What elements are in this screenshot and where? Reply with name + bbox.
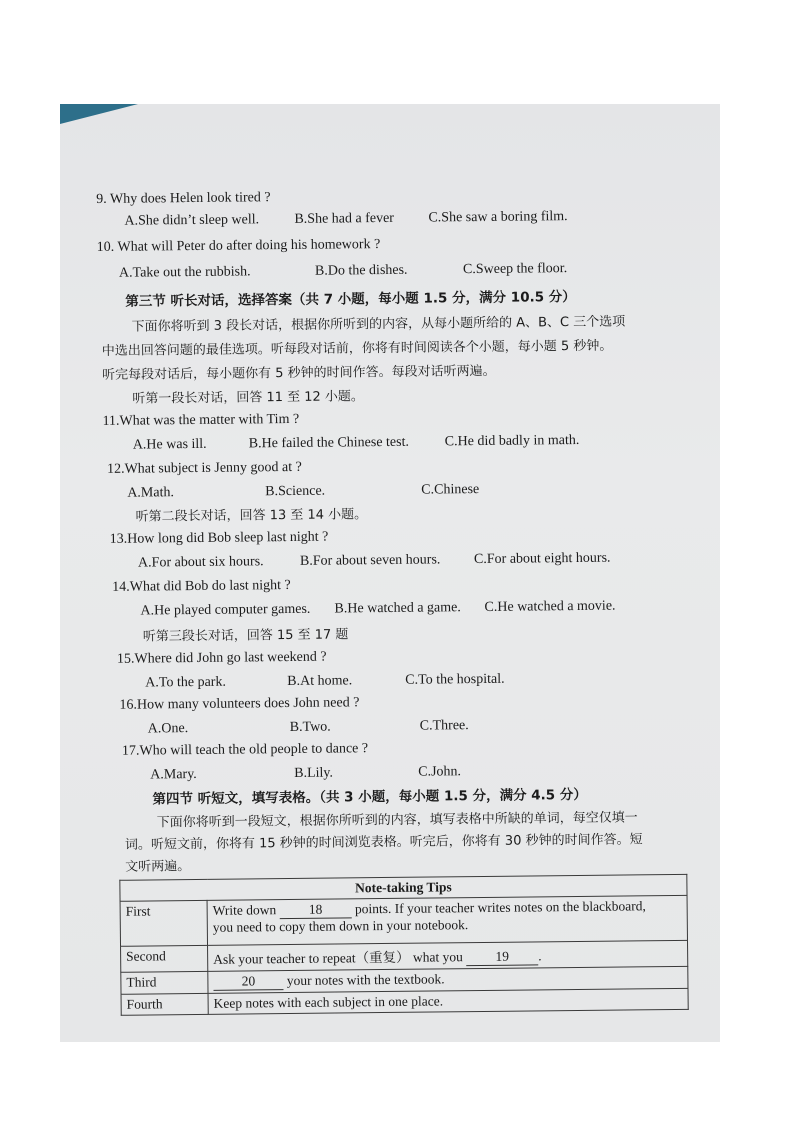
q15-option-a: A.To the park. [145, 674, 227, 691]
row-label: First [120, 900, 207, 946]
q10-option-a: A.Take out the rubbish. [118, 264, 251, 281]
row-text-after: . [538, 948, 542, 964]
q15-option-c: C.To the hospital. [405, 671, 505, 688]
answer-blank-20[interactable]: 20 [213, 973, 283, 991]
section-3-title: 第三节 听长对话，选择答案（共 7 小题，每小题 1.5 分，满分 10.5 分） [125, 288, 576, 310]
q14-option-a: A.He played computer games. [140, 601, 311, 619]
q13-option-a: A.For about six hours. [137, 554, 264, 571]
q16-option-a: A.One. [147, 721, 189, 737]
q12-option-a: A.Math. [127, 485, 175, 501]
q9-option-c: C.She saw a boring film. [428, 209, 568, 226]
dialogue-2-instruction: 听第二段长对话，回答 13 至 14 小题。 [135, 507, 368, 525]
section-4-title: 第四节 听短文，填写表格。（共 3 小题，每小题 1.5 分，满分 4.5 分） [152, 786, 587, 808]
question-9: 9. Why does Helen look tired ? [96, 190, 271, 207]
row-text-before: Ask your teacher to repeat（重复） what you [213, 949, 463, 967]
question-11: 11.What was the matter with Tim ? [102, 411, 300, 429]
row-label: Fourth [121, 993, 208, 1015]
section-4-instruction-line-2: 词。听短文前，你将有 15 秒钟的时间浏览表格。听完后，你将有 30 秒钟的时间作答。短 [124, 832, 643, 853]
question-10: 10. What will Peter do after doing his homework ? [96, 237, 381, 255]
q10-option-b: B.Do the dishes. [314, 262, 408, 279]
q17-option-b: B.Lily. [294, 765, 334, 781]
q9-option-b: B.She had a fever [294, 210, 395, 227]
question-17: 17.Who will teach the old people to dance ? [121, 741, 369, 759]
row-text-before: Keep notes with each subject in one place. [213, 993, 444, 1011]
q17-option-c: C.John. [418, 764, 462, 780]
section-3-instruction-line-2: 中选出回答问题的最佳选项。听每段对话前，你将有时间阅读各个小题，每小题 5 秒钟。 [101, 338, 613, 359]
answer-blank-18[interactable]: 18 [280, 901, 352, 919]
question-13: 13.How long did Bob sleep last night ? [109, 529, 329, 547]
answer-blank-19[interactable]: 19 [466, 948, 538, 966]
blue-corner-decoration [60, 104, 138, 124]
section-3-instruction-line-3: 听完每段对话后，每小题你有 5 秒钟的时间作答。每段对话听两遍。 [101, 363, 496, 383]
question-15: 15.Where did John go last weekend ? [116, 649, 327, 667]
note-taking-tips-table [119, 874, 688, 1016]
q9-option-a: A.She didn’t sleep well. [124, 212, 260, 229]
row-content [208, 988, 688, 1014]
bleed-through-text [510, 190, 513, 205]
q12-option-c: C.Chinese [421, 482, 480, 498]
q11-option-c: C.He did badly in math. [444, 432, 580, 450]
q14-option-c: C.He watched a movie. [484, 598, 616, 615]
row-text-before: Write down [212, 902, 277, 918]
q13-option-b: B.For about seven hours. [299, 552, 441, 569]
row-text-after: your notes with the textbook. [286, 971, 445, 989]
q16-option-b: B.Two. [289, 719, 331, 736]
q11-option-a: A.He was ill. [132, 436, 207, 453]
q17-option-a: A.Mary. [150, 766, 197, 783]
table-row [120, 895, 687, 946]
q15-option-b: B.At home. [287, 673, 353, 690]
q16-option-c: C.Three. [419, 718, 469, 734]
q12-option-b: B.Science. [265, 483, 326, 500]
section-3-instruction-line-1: 下面你将听到 3 段长对话，根据你所听到的内容，从每小题所给的 A、B、C 三个选项 [131, 314, 626, 335]
q11-option-b: B.He failed the Chinese test. [248, 434, 410, 452]
row-label: Second [121, 945, 208, 972]
row-content [207, 895, 687, 945]
dialogue-3-instruction: 听第三段长对话，回答 15 至 17 题 [142, 627, 349, 645]
q14-option-b: B.He watched a game. [334, 600, 461, 617]
row-text-after: points. If your teacher writes notes on the blackboard, [354, 898, 646, 917]
dialogue-1-instruction: 听第一段长对话，回答 11 至 12 小题。 [132, 389, 364, 407]
row-label: Third [121, 971, 208, 994]
question-12: 12.What subject is Jenny good at ? [106, 459, 302, 477]
table-header: Note-taking Tips [120, 874, 687, 901]
section-4-instruction-line-3: 文听两遍。 [125, 859, 191, 875]
q13-option-c: C.For about eight hours. [473, 550, 611, 568]
section-4-instruction-line-1: 下面你将听到一段短文，根据你所听到的内容，填写表格中所缺的单词，每空仅填一 [156, 810, 638, 831]
question-14: 14.What did Bob do last night ? [112, 577, 291, 595]
question-16: 16.How many volunteers does John need ? [119, 695, 360, 713]
q10-option-c: C.Sweep the floor. [462, 261, 568, 278]
row-text-line-2: you need to copy them down in your notebook. [212, 917, 469, 935]
